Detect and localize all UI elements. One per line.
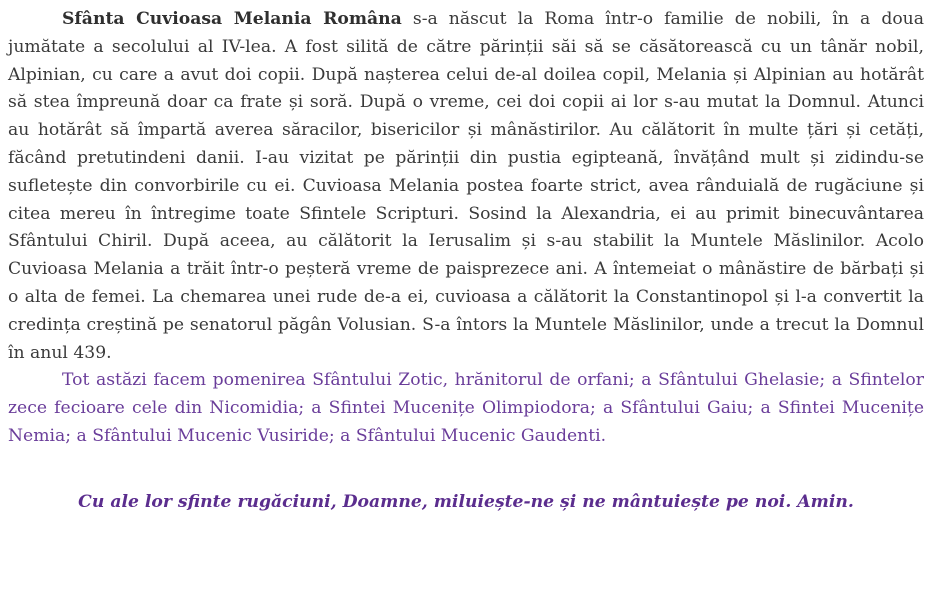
commemoration-paragraph: Tot astăzi facem pomenirea Sfântului Zotic, hrănitorul de orfani; a Sfântului Ghelasie; a Sfintelor zece fecioare cele din Nicomidia; a Sfintei Mucenițe Olimpiodora; a Sfântului Gaiu; a Sfintei Mucenițe Nemia; a Sfântului Mucenic Vusiride; a Sfântului Mucenic Gaudenti. xyxy=(8,370,924,446)
closing-prayer: Cu ale lor sfinte rugăciuni, Doamne, miluiește-ne și ne mântuiește pe noi. Amin. xyxy=(78,491,854,512)
biography-paragraph xyxy=(8,6,924,367)
biography-text: s-a născut la Roma într-o familie de nobili, în a doua jumătate a secolului al IV-lea. A fost silită de către părinții săi să se căsătorească cu un tânăr nobil, Alpinian, cu care a avut doi copii. După nașterea celui de-al doilea copil, Melania și Alpinian au hotărât să stea împreună doar ca frate și soră. După o vreme, cei doi copii ai lor s-au mutat la Domnul. Atunci au hotărât să împartă averea săracilor, bisericilor și mânăstirilor. Au călătorit în multe țări și cetăți, făcând pretutindeni danii. I-au vizitat pe părinții din pustia egipteană, învățând mult și zidindu-se sufletește din convorbirile cu ei. Cuvioasa Melania postea foarte strict, avea rânduială de rugăciune și citea mereu în întregime toate Sfintele Scripturi. Sosind la Alexandria, ei au primit binecuvântarea Sfântului Chiril. După aceea, au călătorit la Ierusalim și s-au stabilit la Muntele Măslinilor. Acolo Cuvioasa Melania a trăit într-o peșteră vreme de paisprezece ani. A întemeiat o mânăstire de bărbați și o alta de femei. La chemarea unei rude de-a ei, cuvioasa a călătorit la Constantinopol și l-a convertit la credința creștină pe senatorul păgân Volusian. S-a întors la Muntele Măslinilor, unde a trecut la Domnul în anul 439. xyxy=(8,9,924,363)
document-body xyxy=(8,6,924,517)
saint-name: Sfânta Cuvioasa Melania Româna xyxy=(62,9,402,29)
